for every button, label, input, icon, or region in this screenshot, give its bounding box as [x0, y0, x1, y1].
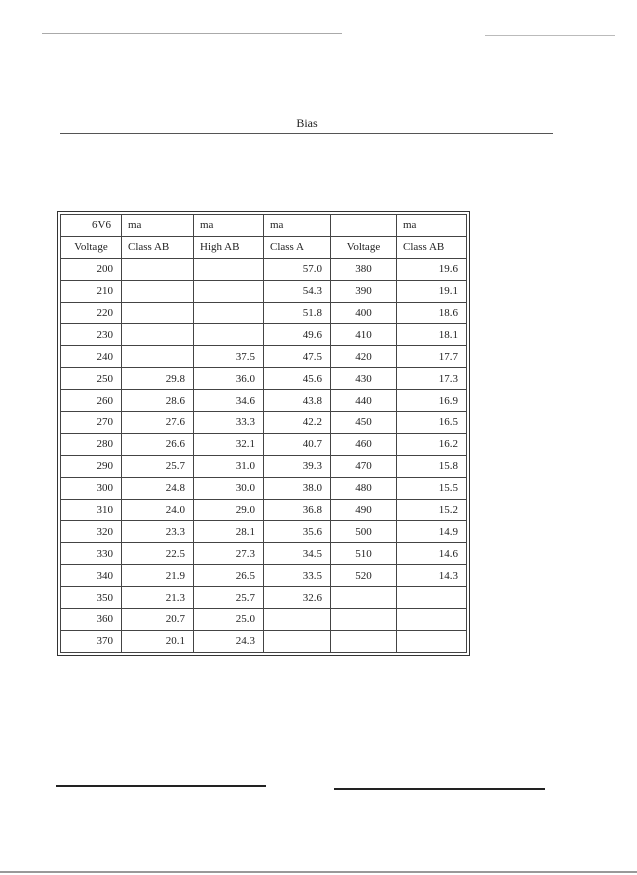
table-row-cell-1: [122, 324, 194, 346]
table-row-cell-0: 250: [61, 368, 122, 390]
table-row-cell-4: [331, 609, 397, 631]
table-row-cell-0: 330: [61, 543, 122, 565]
table-row-cell-2: 24.3: [194, 630, 264, 652]
table-row-cell-0: 320: [61, 521, 122, 543]
header-row-units-cell-1: ma: [122, 215, 194, 237]
table-row-cell-2: 26.5: [194, 565, 264, 587]
table-row-cell-2: 29.0: [194, 499, 264, 521]
table-row-cell-3: 49.6: [264, 324, 331, 346]
table-row-cell-3: 35.6: [264, 521, 331, 543]
table-row: [61, 390, 467, 412]
table-row-cell-3: 32.6: [264, 587, 331, 609]
table-row-cell-0: 210: [61, 280, 122, 302]
table-row-cell-4: 420: [331, 346, 397, 368]
table-row-cell-2: [194, 280, 264, 302]
header-row-labels-cell-1: Class AB: [122, 236, 194, 258]
bottom-edge-rule: [0, 871, 637, 873]
table-row-cell-4: 520: [331, 565, 397, 587]
table-row-cell-1: 20.1: [122, 630, 194, 652]
table-row-cell-5: [397, 587, 467, 609]
table-row-cell-5: 15.8: [397, 455, 467, 477]
table-row: [61, 630, 467, 652]
table-row-cell-4: [331, 587, 397, 609]
table-row-cell-2: 31.0: [194, 455, 264, 477]
bias-table: [60, 214, 467, 653]
header-row-units-cell-4: [331, 215, 397, 237]
table-row-cell-3: 33.5: [264, 565, 331, 587]
table-row: [61, 565, 467, 587]
header-row-units: [61, 215, 467, 237]
table-row: [61, 455, 467, 477]
table-row-cell-3: 38.0: [264, 477, 331, 499]
table-row-cell-2: 32.1: [194, 433, 264, 455]
table-row-cell-0: 270: [61, 412, 122, 434]
table-row-cell-4: 480: [331, 477, 397, 499]
table-row: [61, 543, 467, 565]
table-row-cell-5: 17.7: [397, 346, 467, 368]
table-row: [61, 521, 467, 543]
table-row-cell-1: 29.8: [122, 368, 194, 390]
table-row-cell-3: 51.8: [264, 302, 331, 324]
table-row-cell-4: 450: [331, 412, 397, 434]
table-row-cell-1: [122, 302, 194, 324]
table-row-cell-2: 30.0: [194, 477, 264, 499]
table-row-cell-5: 14.6: [397, 543, 467, 565]
header-row-units-cell-0: 6V6: [61, 215, 122, 237]
table-row-cell-5: 16.5: [397, 412, 467, 434]
page-title: Bias: [296, 116, 318, 130]
table-row-cell-5: 19.6: [397, 258, 467, 280]
table-row-cell-2: 28.1: [194, 521, 264, 543]
table-row-cell-1: 28.6: [122, 390, 194, 412]
table-row-cell-2: 37.5: [194, 346, 264, 368]
table-row-cell-1: 21.9: [122, 565, 194, 587]
table-row: [61, 280, 467, 302]
table-row: [61, 302, 467, 324]
table-row-cell-4: 380: [331, 258, 397, 280]
table-row-cell-5: 17.3: [397, 368, 467, 390]
table-row-cell-1: 24.8: [122, 477, 194, 499]
header-row-labels-cell-4: Voltage: [331, 236, 397, 258]
bias-table-body: [61, 215, 467, 653]
signature-line-left: [56, 785, 266, 787]
table-row: [61, 346, 467, 368]
table-row-cell-1: 27.6: [122, 412, 194, 434]
table-row: [61, 499, 467, 521]
table-row-cell-0: 220: [61, 302, 122, 324]
table-row-cell-4: [331, 630, 397, 652]
table-row-cell-0: 280: [61, 433, 122, 455]
table-row: [61, 324, 467, 346]
table-row-cell-5: 15.5: [397, 477, 467, 499]
table-row-cell-4: 490: [331, 499, 397, 521]
table-row-cell-3: 43.8: [264, 390, 331, 412]
table-row-cell-5: 18.6: [397, 302, 467, 324]
table-row-cell-2: 25.0: [194, 609, 264, 631]
table-row-cell-0: 340: [61, 565, 122, 587]
table-row-cell-4: 460: [331, 433, 397, 455]
header-row-labels-cell-5: Class AB: [397, 236, 467, 258]
table-row: [61, 587, 467, 609]
table-row: [61, 258, 467, 280]
table-row-cell-3: 36.8: [264, 499, 331, 521]
header-row-labels: [61, 236, 467, 258]
table-row-cell-4: 510: [331, 543, 397, 565]
table-row-cell-3: 54.3: [264, 280, 331, 302]
table-row: [61, 368, 467, 390]
table-row-cell-4: 410: [331, 324, 397, 346]
table-row-cell-3: 40.7: [264, 433, 331, 455]
header-row-units-cell-5: ma: [397, 215, 467, 237]
signature-line-right: [334, 788, 545, 790]
table-row-cell-1: [122, 258, 194, 280]
table-row-cell-2: 36.0: [194, 368, 264, 390]
header-row-labels-cell-3: Class A: [264, 236, 331, 258]
table-row-cell-3: 57.0: [264, 258, 331, 280]
table-row-cell-3: 34.5: [264, 543, 331, 565]
table-row: [61, 412, 467, 434]
table-row-cell-0: 360: [61, 609, 122, 631]
table-row-cell-3: 45.6: [264, 368, 331, 390]
table-row-cell-5: 16.9: [397, 390, 467, 412]
table-row-cell-0: 200: [61, 258, 122, 280]
table-row-cell-1: 20.7: [122, 609, 194, 631]
table-row-cell-0: 300: [61, 477, 122, 499]
table-row-cell-5: 14.9: [397, 521, 467, 543]
table-row-cell-5: 19.1: [397, 280, 467, 302]
table-row-cell-2: 33.3: [194, 412, 264, 434]
table-row-cell-2: 25.7: [194, 587, 264, 609]
table-row-cell-0: 370: [61, 630, 122, 652]
table-row-cell-0: 310: [61, 499, 122, 521]
table-row-cell-5: [397, 609, 467, 631]
table-row-cell-1: 23.3: [122, 521, 194, 543]
table-row-cell-3: 42.2: [264, 412, 331, 434]
table-row-cell-1: 21.3: [122, 587, 194, 609]
table-row-cell-2: [194, 258, 264, 280]
table-row: [61, 477, 467, 499]
table-row-cell-4: 390: [331, 280, 397, 302]
table-row-cell-5: 18.1: [397, 324, 467, 346]
table-row-cell-5: 14.3: [397, 565, 467, 587]
table-row-cell-1: 22.5: [122, 543, 194, 565]
table-row-cell-5: [397, 630, 467, 652]
table-row-cell-0: 290: [61, 455, 122, 477]
table-row-cell-0: 260: [61, 390, 122, 412]
table-row-cell-2: [194, 324, 264, 346]
table-row-cell-4: 430: [331, 368, 397, 390]
table-row-cell-3: [264, 609, 331, 631]
table-row-cell-3: 47.5: [264, 346, 331, 368]
table-row-cell-0: 350: [61, 587, 122, 609]
table-row-cell-1: 24.0: [122, 499, 194, 521]
table-row-cell-2: 27.3: [194, 543, 264, 565]
table-row-cell-3: 39.3: [264, 455, 331, 477]
table-row-cell-3: [264, 630, 331, 652]
header-row-units-cell-2: ma: [194, 215, 264, 237]
table-row-cell-5: 15.2: [397, 499, 467, 521]
table-row-cell-1: 25.7: [122, 455, 194, 477]
title-underline: [60, 133, 553, 134]
table-row-cell-4: 500: [331, 521, 397, 543]
table-row-cell-2: 34.6: [194, 390, 264, 412]
table-row: [61, 433, 467, 455]
table-row-cell-1: 26.6: [122, 433, 194, 455]
header-row-labels-cell-0: Voltage: [61, 236, 122, 258]
table-row-cell-4: 470: [331, 455, 397, 477]
table-row-cell-5: 16.2: [397, 433, 467, 455]
table-row-cell-0: 230: [61, 324, 122, 346]
table-row: [61, 609, 467, 631]
table-row-cell-1: [122, 280, 194, 302]
top-rule-right: [485, 35, 615, 36]
table-row-cell-2: [194, 302, 264, 324]
header-row-units-cell-3: ma: [264, 215, 331, 237]
table-row-cell-4: 440: [331, 390, 397, 412]
table-row-cell-1: [122, 346, 194, 368]
table-row-cell-4: 400: [331, 302, 397, 324]
table-row-cell-0: 240: [61, 346, 122, 368]
top-rule-left: [42, 33, 342, 34]
header-row-labels-cell-2: High AB: [194, 236, 264, 258]
bias-table-frame: [57, 211, 470, 656]
